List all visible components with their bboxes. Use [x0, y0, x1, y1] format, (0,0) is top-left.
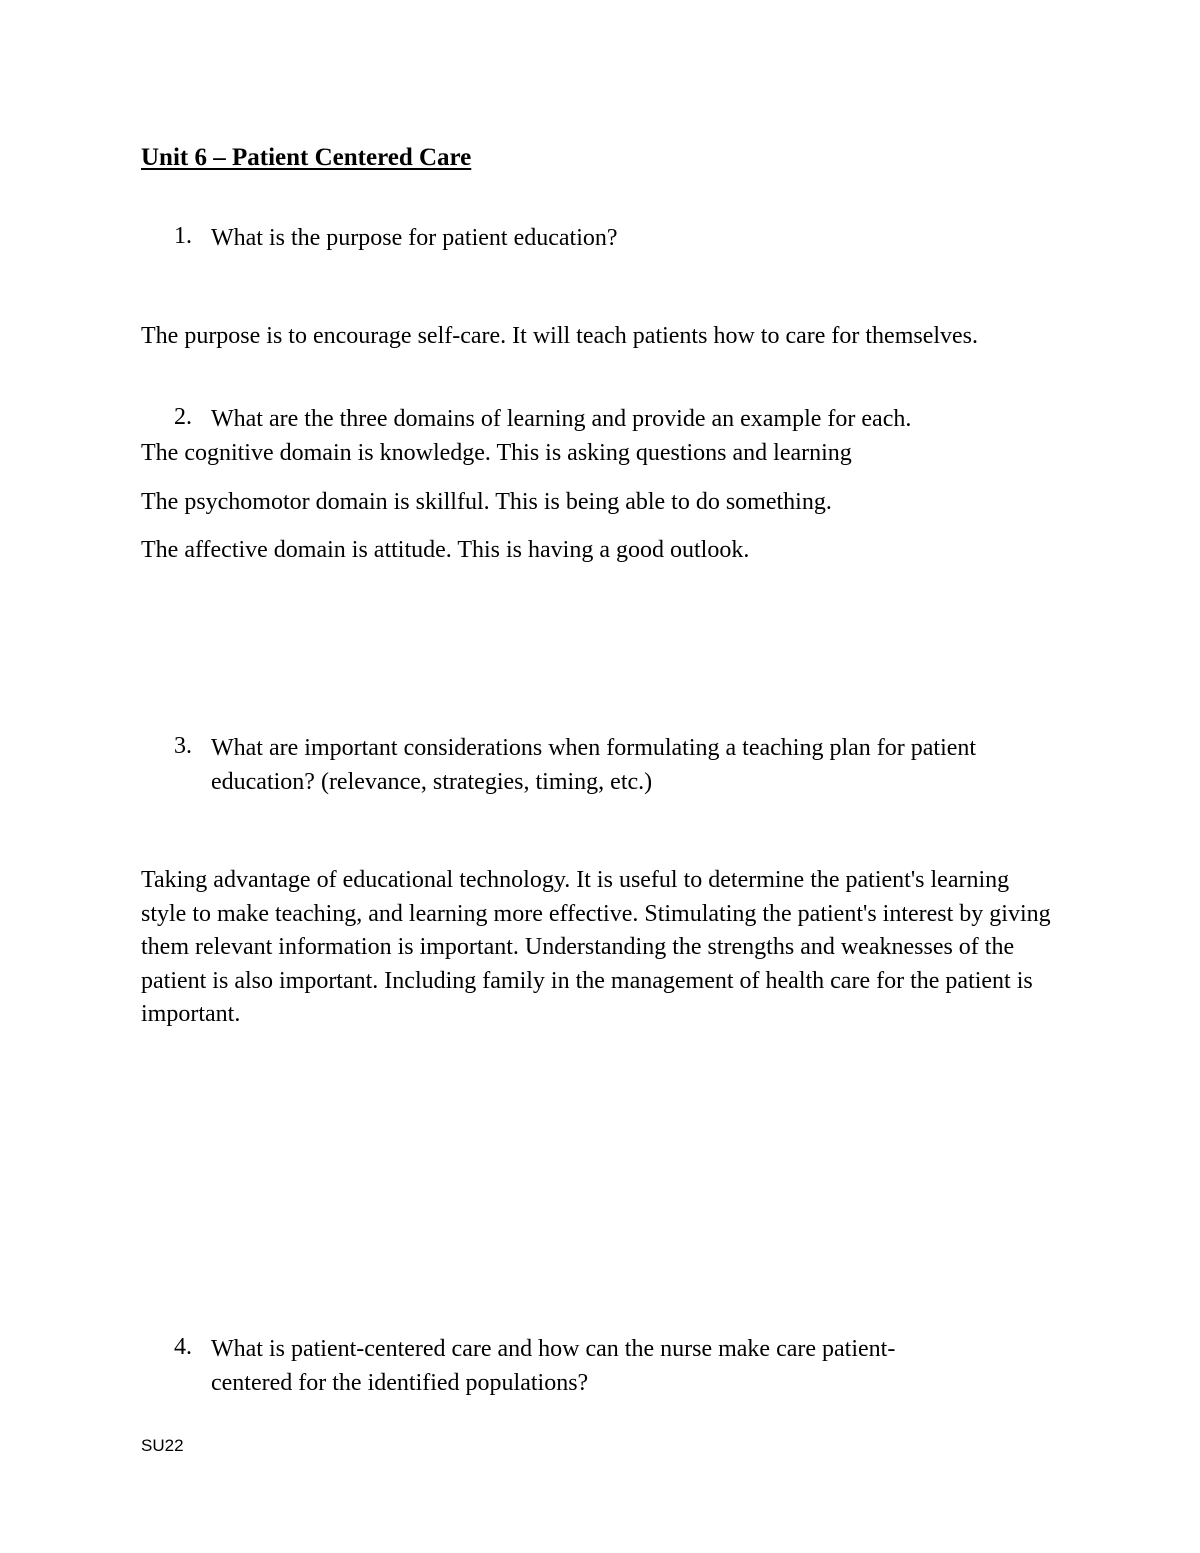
- answer-2-cognitive: The cognitive domain is knowledge. This is asking questions and learning: [141, 440, 852, 466]
- question-2-number: 2.: [174, 404, 192, 430]
- document-title: Unit 6 – Patient Centered Care: [141, 144, 472, 171]
- answer-2-psychomotor: The psychomotor domain is skillful. This is being able to do something.: [141, 489, 832, 515]
- question-1-text: What is the purpose for patient education?: [211, 225, 618, 251]
- question-4-number: 4.: [174, 1334, 192, 1360]
- answer-2-affective: The affective domain is attitude. This is having a good outlook.: [141, 537, 750, 563]
- question-1-number: 1.: [174, 223, 192, 249]
- page-footer: SU22: [141, 1436, 184, 1455]
- question-3-number: 3.: [174, 733, 192, 759]
- answer-1: The purpose is to encourage self-care. It will teach patients how to care for themselves.: [141, 323, 979, 349]
- question-3-text: What are important considerations when formulating a teaching plan for patient education? (relevance, strategies, timing, etc.): [211, 735, 977, 795]
- question-2-text: What are the three domains of learning and provide an example for each.: [211, 406, 912, 432]
- question-4-text: What is patient-centered care and how can the nurse make care patient-centered for the identified populations?: [211, 1336, 896, 1396]
- answer-3: Taking advantage of educational technology. It is useful to determine the patient's learning style to make teaching, and learning more effective. Stimulating the patient's interest by giving them relevant information is important. Understanding the strengths and weaknesses of the patient is also important. Including family in the management of health care for the patient is important.: [141, 867, 1051, 1027]
